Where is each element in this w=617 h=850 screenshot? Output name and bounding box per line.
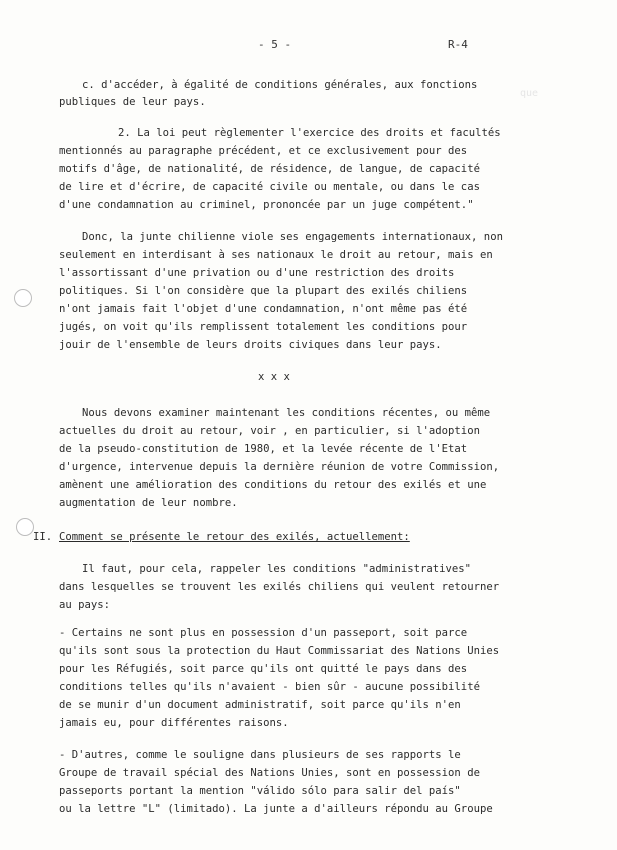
text-line: ou la lettre "L" (limitado). La junte a d'ailleurs répondu au Groupe (59, 803, 493, 815)
text-line: - D'autres, comme le souligne dans plusieurs de ses rapports le (59, 749, 461, 761)
text-line: politiques. Si l'on considère que la plupart des exilés chiliens (59, 285, 468, 297)
text-line: motifs d'âge, de nationalité, de résidence, de langue, de capacité (59, 163, 480, 175)
punch-hole (14, 289, 32, 307)
text-line: pour les Réfugiés, soit parce qu'ils ont quitté le pays dans des (59, 663, 468, 675)
text-line: Donc, la junte chilienne viole ses engagements internationaux, non (82, 231, 503, 243)
text-line: mentionnés au paragraphe précédent, et ce exclusivement pour des (59, 145, 468, 157)
section-separator: x x x (258, 371, 290, 383)
document-ref: R-4 (448, 38, 468, 51)
text-line: c. d'accéder, à égalité de conditions générales, aux fonctions (82, 79, 478, 91)
text-line: Groupe de travail spécial des Nations Unies, sont en possession de (59, 767, 480, 779)
text-line: augmentation de leur nombre. (59, 497, 238, 509)
text-line: publiques de leur pays. (59, 96, 206, 108)
text-line: d'urgence, intervenue depuis la dernière réunion de votre Commission, (59, 461, 500, 473)
text-line: Nous devons examiner maintenant les conditions récentes, ou même (82, 407, 491, 419)
text-line: amènent une amélioration des conditions du retour des exilés et une (59, 479, 487, 491)
text-line: - Certains ne sont plus en possession d'un passeport, soit parce (59, 627, 468, 639)
text-line: jamais eu, pour différentes raisons. (59, 717, 289, 729)
text-line: au pays: (59, 599, 111, 611)
text-line: de la pseudo-constitution de 1980, et la levée récente de l'Etat (59, 443, 468, 455)
text-line: passeports portant la mention "válido sólo para salir del país" (59, 785, 461, 797)
text-line: n'ont jamais fait l'objet d'une condamnation, n'ont même pas été (59, 303, 468, 315)
text-line: qu'ils sont sous la protection du Haut Commissariat des Nations Unies (59, 645, 500, 657)
text-line: dans lesquelles se trouvent les exilés chiliens qui veulent retourner (59, 581, 500, 593)
text-line: jugés, on voit qu'ils remplissent totalement les conditions pour (59, 321, 468, 333)
text-line: de lire et d'écrire, de capacité civile ou mentale, ou dans le cas (59, 181, 480, 193)
text-line: Il faut, pour cela, rappeler les conditions "administratives" (82, 563, 472, 575)
show-through-text: que (520, 88, 539, 99)
punch-hole (16, 518, 34, 536)
text-line: actuelles du droit au retour, voir , en particulier, si l'adoption (59, 425, 480, 437)
page-number: - 5 - (258, 38, 292, 51)
section-number: II. (33, 531, 53, 543)
text-line: d'une condamnation au criminel, prononcée par un juge compétent." (59, 199, 474, 211)
text-line: conditions telles qu'ils n'avaient - bien sûr - aucune possibilité (59, 681, 480, 693)
section-heading: Comment se présente le retour des exilés, actuellement: (59, 531, 410, 543)
text-line: jouir de l'ensemble de leurs droits civiques dans leur pays. (59, 339, 442, 351)
text-line: de se munir d'un document administratif, soit parce qu'ils n'en (59, 699, 461, 711)
text-line: l'assortissant d'une privation ou d'une restriction des droits (59, 267, 455, 279)
text-line: 2. La loi peut règlementer l'exercice des droits et facultés (118, 127, 501, 139)
text-line: seulement en interdisant à ses nationaux le droit au retour, mais en (59, 249, 493, 261)
